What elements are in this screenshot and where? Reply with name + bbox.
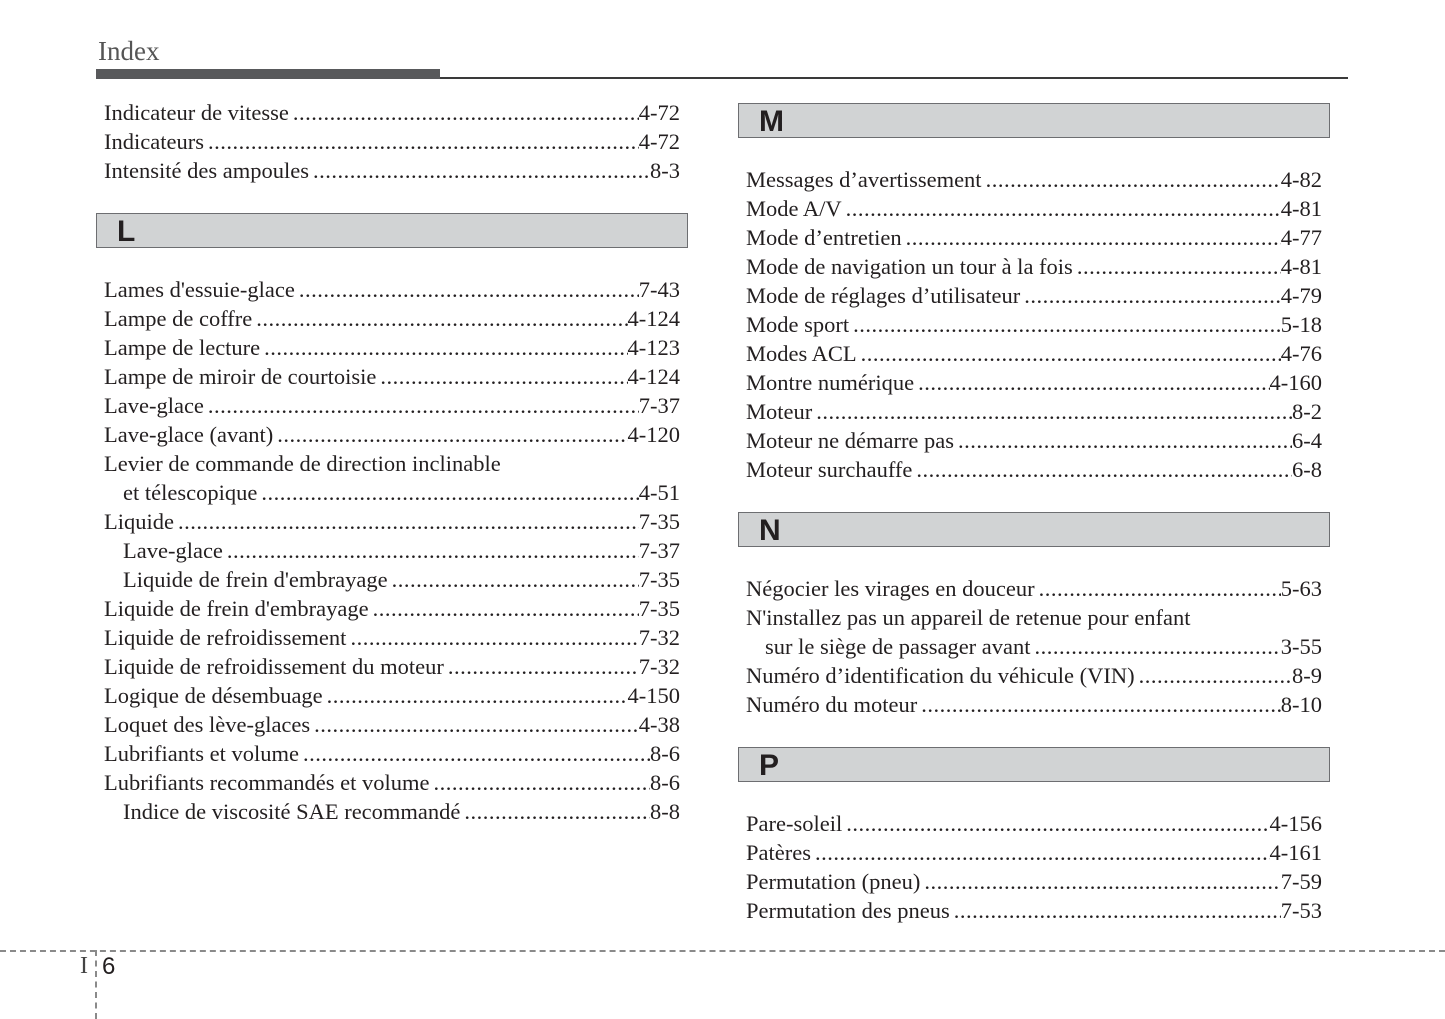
page-ref: 7-59 xyxy=(1280,869,1322,894)
page-ref: 7-35 xyxy=(638,509,680,534)
leader-dots xyxy=(464,797,650,826)
page-ref: 6-4 xyxy=(1292,428,1322,453)
index-subentry[interactable]: et télescopique ..... 4-51 xyxy=(96,478,688,507)
index-entry[interactable]: Moteur surchauffe ..... 6-8 xyxy=(738,455,1330,484)
section-letter: L xyxy=(117,215,136,248)
leader-dots xyxy=(264,333,627,362)
page-ref: 4-81 xyxy=(1280,196,1322,221)
leader-dots xyxy=(261,478,638,507)
page-ref: 7-32 xyxy=(638,625,680,650)
leader-dots xyxy=(208,391,639,420)
page-ref: 4-161 xyxy=(1269,840,1322,865)
section-letter: N xyxy=(759,514,781,547)
page-ref: 8-9 xyxy=(1292,663,1322,688)
leader-dots xyxy=(816,397,1292,426)
page-ref: 7-32 xyxy=(638,654,680,679)
page-ref: 4-38 xyxy=(638,712,680,737)
index-entry[interactable]: Liquide ..... 7-35 xyxy=(96,507,688,536)
index-entry[interactable]: Indicateur de vitesse ..... 4-72 xyxy=(96,98,688,127)
page-ref: 3-55 xyxy=(1280,634,1322,659)
page-ref: 8-2 xyxy=(1292,399,1322,424)
leader-dots xyxy=(293,98,639,127)
leader-dots xyxy=(314,710,639,739)
index-subentry[interactable]: Liquide de frein d'embrayage ..... 7-35 xyxy=(96,565,688,594)
page-ref: 7-37 xyxy=(638,538,680,563)
index-entry[interactable]: Intensité des ampoules ..... 8-3 xyxy=(96,156,688,185)
leader-dots xyxy=(303,739,650,768)
page-ref: 4-81 xyxy=(1280,254,1322,279)
page-ref: 4-76 xyxy=(1280,341,1322,366)
index-entry[interactable]: Liquide de refroidissement du moteur ..... 7-32 xyxy=(96,652,688,681)
index-entry[interactable]: Moteur ne démarre pas ..... 6-4 xyxy=(738,426,1330,455)
page-ref: 5-18 xyxy=(1280,312,1322,337)
section-header-l xyxy=(96,213,688,248)
index-entry[interactable]: Logique de désembuage ..... 4-150 xyxy=(96,681,688,710)
index-entry[interactable]: Montre numérique ..... 4-160 xyxy=(738,368,1330,397)
leader-dots xyxy=(434,768,650,797)
leader-dots xyxy=(256,304,627,333)
leader-dots xyxy=(380,362,627,391)
page-ref: 4-150 xyxy=(627,683,680,708)
page-ref: 4-124 xyxy=(627,306,680,331)
index-entry[interactable]: Lubrifiants et volume ..... 8-6 xyxy=(96,739,688,768)
index-entry[interactable]: Permutation (pneu) ..... 7-59 xyxy=(738,867,1330,896)
page-ref: 8-6 xyxy=(650,770,680,795)
index-entry[interactable]: Patères ..... 4-161 xyxy=(738,838,1330,867)
leader-dots xyxy=(861,339,1281,368)
footer-dashed-rule xyxy=(0,950,1445,952)
page-ref: 7-53 xyxy=(1280,898,1322,923)
index-entry[interactable]: Pare-soleil ..... 4-156 xyxy=(738,809,1330,838)
right-column xyxy=(738,103,1330,925)
page-ref: 4-72 xyxy=(638,100,680,125)
index-entry[interactable]: Numéro du moteur ..... 8-10 xyxy=(738,690,1330,719)
leader-dots xyxy=(1039,574,1281,603)
index-subentry[interactable]: Indice de viscosité SAE recommandé ..... 8-8 xyxy=(96,797,688,826)
leader-dots xyxy=(373,594,639,623)
leader-dots xyxy=(986,165,1281,194)
index-entry[interactable]: Permutation des pneus ..... 7-53 xyxy=(738,896,1330,925)
leader-dots xyxy=(958,426,1292,455)
leader-dots xyxy=(277,420,627,449)
index-entry[interactable]: Mode d’entretien ..... 4-77 xyxy=(738,223,1330,252)
page-ref: 8-10 xyxy=(1280,692,1322,717)
index-entry[interactable]: Loquet des lève-glaces ..... 4-38 xyxy=(96,710,688,739)
leader-dots xyxy=(227,536,639,565)
section-header-m xyxy=(738,103,1330,138)
leader-dots xyxy=(313,156,650,185)
index-entry-heading: Levier de commande de direction inclinable xyxy=(104,451,501,476)
leader-dots xyxy=(815,838,1270,867)
page-ref: 4-72 xyxy=(638,129,680,154)
page-ref: 4-82 xyxy=(1280,167,1322,192)
leader-dots xyxy=(350,623,638,652)
leader-dots xyxy=(846,809,1269,838)
header-bar xyxy=(96,69,440,79)
index-subentry[interactable]: sur le siège de passager avant ..... 3-55 xyxy=(738,632,1330,661)
leader-dots xyxy=(1035,632,1281,661)
page-ref: 8-6 xyxy=(650,741,680,766)
index-entry[interactable]: Mode de réglages d’utilisateur ..... 4-79 xyxy=(738,281,1330,310)
page-ref: 4-120 xyxy=(627,422,680,447)
page-ref: 4-79 xyxy=(1280,283,1322,308)
leader-dots xyxy=(924,867,1280,896)
index-entry[interactable]: Moteur ..... 8-2 xyxy=(738,397,1330,426)
index-entry[interactable]: Négocier les virages en douceur ..... 5-63 xyxy=(738,574,1330,603)
section-letter: P xyxy=(759,749,780,782)
leader-dots xyxy=(906,223,1281,252)
page-ref: 8-3 xyxy=(650,158,680,183)
page-ref: 4-77 xyxy=(1280,225,1322,250)
page-ref: 4-123 xyxy=(627,335,680,360)
page-title: Index xyxy=(98,36,160,66)
footer-dashed-divider xyxy=(95,950,97,1019)
index-entry[interactable]: Indicateurs ..... 4-72 xyxy=(96,127,688,156)
page-ref: 6-8 xyxy=(1292,457,1322,482)
index-entry[interactable]: Lave-glace ..... 7-37 xyxy=(96,391,688,420)
index-entry[interactable]: Lubrifiants recommandés et volume ..... 8-6 xyxy=(96,768,688,797)
leader-dots xyxy=(921,690,1281,719)
leader-dots xyxy=(178,507,639,536)
index-entry[interactable]: Lampe de lecture ..... 4-123 xyxy=(96,333,688,362)
left-column xyxy=(96,98,688,826)
index-entry[interactable]: Liquide de frein d'embrayage ..... 7-35 xyxy=(96,594,688,623)
page-ref: 4-160 xyxy=(1269,370,1322,395)
page-number: 6 xyxy=(102,953,116,980)
index-entry[interactable]: Numéro d’identification du véhicule (VIN) ..... 8-9 xyxy=(738,661,1330,690)
page-ref: 7-35 xyxy=(638,567,680,592)
leader-dots xyxy=(1077,252,1281,281)
leader-dots xyxy=(299,275,639,304)
leader-dots xyxy=(853,310,1281,339)
leader-dots xyxy=(918,368,1269,397)
page-ref: 7-43 xyxy=(638,277,680,302)
section-letter: M xyxy=(759,105,784,138)
page-ref: 7-37 xyxy=(638,393,680,418)
footer-section-label: I xyxy=(80,953,88,979)
leader-dots xyxy=(916,455,1292,484)
page-ref: 5-63 xyxy=(1280,576,1322,601)
index-entry[interactable]: Liquide de refroidissement ..... 7-32 xyxy=(96,623,688,652)
index-entry-heading: N'installez pas un appareil de retenue pour enfant xyxy=(746,605,1191,630)
index-entry[interactable]: Mode sport ..... 5-18 xyxy=(738,310,1330,339)
index-subentry[interactable]: Lave-glace ..... 7-37 xyxy=(96,536,688,565)
index-entry[interactable]: Lames d'essuie-glace ..... 7-43 xyxy=(96,275,688,304)
index-entry[interactable]: Lampe de coffre ..... 4-124 xyxy=(96,304,688,333)
index-entry[interactable]: Mode A/V ..... 4-81 xyxy=(738,194,1330,223)
index-entry[interactable]: Mode de navigation un tour à la fois ..... 4-81 xyxy=(738,252,1330,281)
leader-dots xyxy=(208,127,639,156)
page-ref: 4-51 xyxy=(638,480,680,505)
index-entry[interactable]: Lave-glace (avant) ..... 4-120 xyxy=(96,420,688,449)
section-header-n xyxy=(738,512,1330,547)
page-ref: 4-124 xyxy=(627,364,680,389)
page-ref: 7-35 xyxy=(638,596,680,621)
header-rule xyxy=(440,77,1348,79)
leader-dots xyxy=(954,896,1281,925)
leader-dots xyxy=(1024,281,1280,310)
leader-dots xyxy=(327,681,628,710)
leader-dots xyxy=(448,652,639,681)
index-entry[interactable]: Modes ACL ..... 4-76 xyxy=(738,339,1330,368)
leader-dots xyxy=(846,194,1281,223)
section-header-p xyxy=(738,747,1330,782)
page-ref: 8-8 xyxy=(650,799,680,824)
leader-dots xyxy=(1139,661,1292,690)
leader-dots xyxy=(392,565,639,594)
index-entry[interactable]: Lampe de miroir de courtoisie ..... 4-124 xyxy=(96,362,688,391)
page-ref: 4-156 xyxy=(1269,811,1322,836)
index-entry[interactable]: Messages d’avertissement ..... 4-82 xyxy=(738,165,1330,194)
